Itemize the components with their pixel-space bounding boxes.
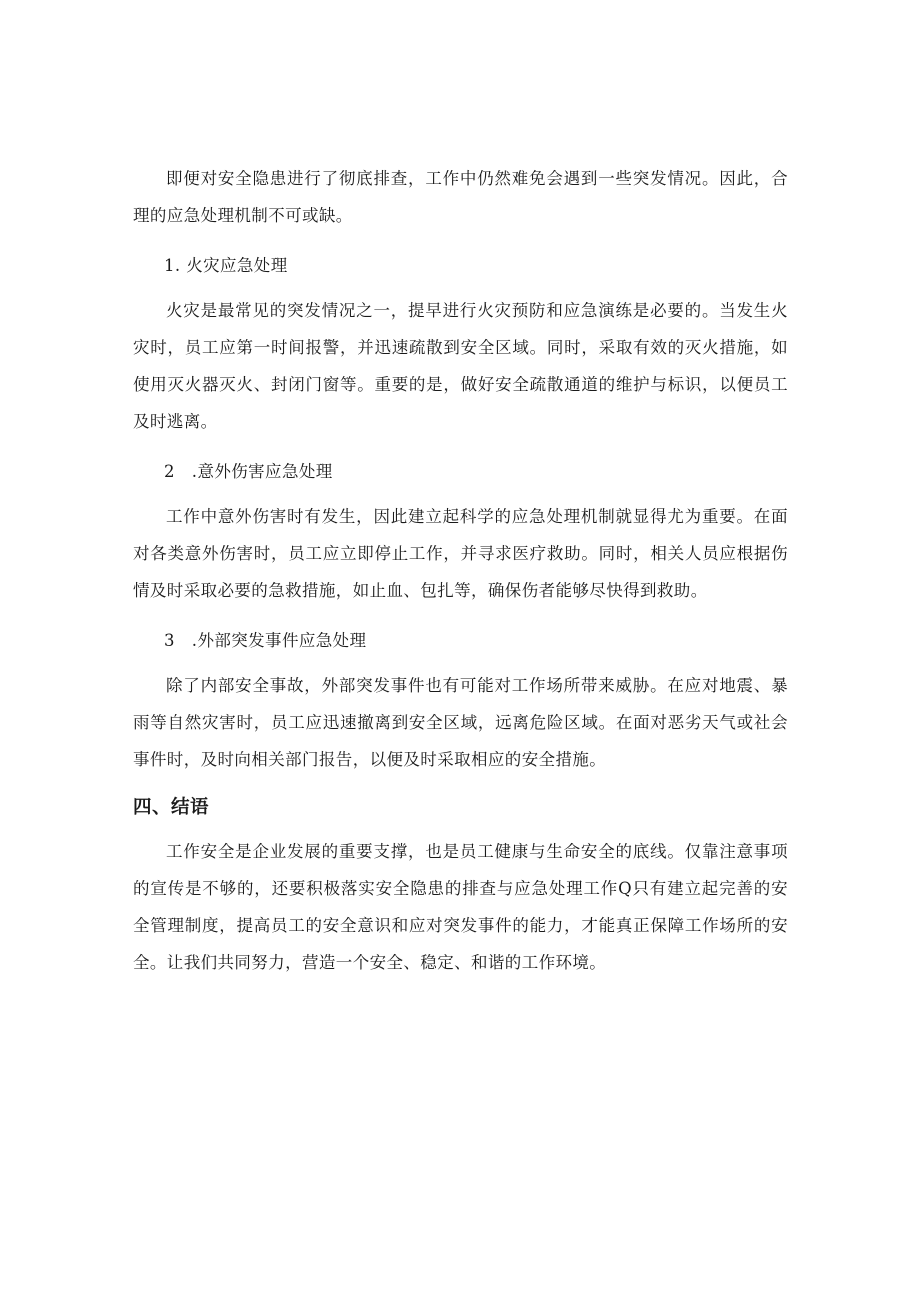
section-1-body: 火灾是最常见的突发情况之一，提早进行火灾预防和应急演练是必要的。当发生火灾时，员工应第一时间报警，并迅速疏散到安全区域。同时，采取有效的灭火措施，如使用灭火器灭火、封闭门窗等。重要的是，做好安全疏散通道的维护与标识，以便员工及时逃离。 [133,301,788,431]
section-3-body: 除了内部安全事故，外部突发事件也有可能对工作场所带来威胁。在应对地震、暴雨等自然灾害时，员工应迅速撤离到安全区域，远离危险区域。在面对恶劣天气或社会事件时，及时向相关部门报告，以便及时采取相应的安全措施。 [133,676,788,769]
section-2-title: 2 .意外伤害应急处理 [164,462,333,481]
intro-paragraph: 即便对安全隐患进行了彻底排查，工作中仍然难免会遇到一些突发情况。因此，合理的应急处理机制不可或缺。 [133,169,788,225]
section-1-title: 1. 火灾应急处理 [164,256,288,275]
section-2-body: 工作中意外伤害时有发生，因此建立起科学的应急处理机制就显得尤为重要。在面对各类意外伤害时，员工应立即停止工作，并寻求医疗救助。同时，相关人员应根据伤情及时采取必要的急救措施，如止血、包扎等，确保伤者能够尽快得到救助。 [133,507,788,600]
section-3-title: 3 .外部突发事件应急处理 [164,631,367,650]
document-body [133,160,788,981]
conclusion-body: 工作安全是企业发展的重要支撑，也是员工健康与生命安全的底线。仅靠注意事项的宣传是不够的，还要积极落实安全隐患的排查与应急处理工作Q只有建立起完善的安全管理制度，提高员工的安全意识和应对突发事件的能力，才能真正保障工作场所的安全。让我们共同努力，营造一个安全、稳定、和谐的工作环境。 [133,842,788,972]
conclusion-heading: 四、结语 [133,797,210,818]
